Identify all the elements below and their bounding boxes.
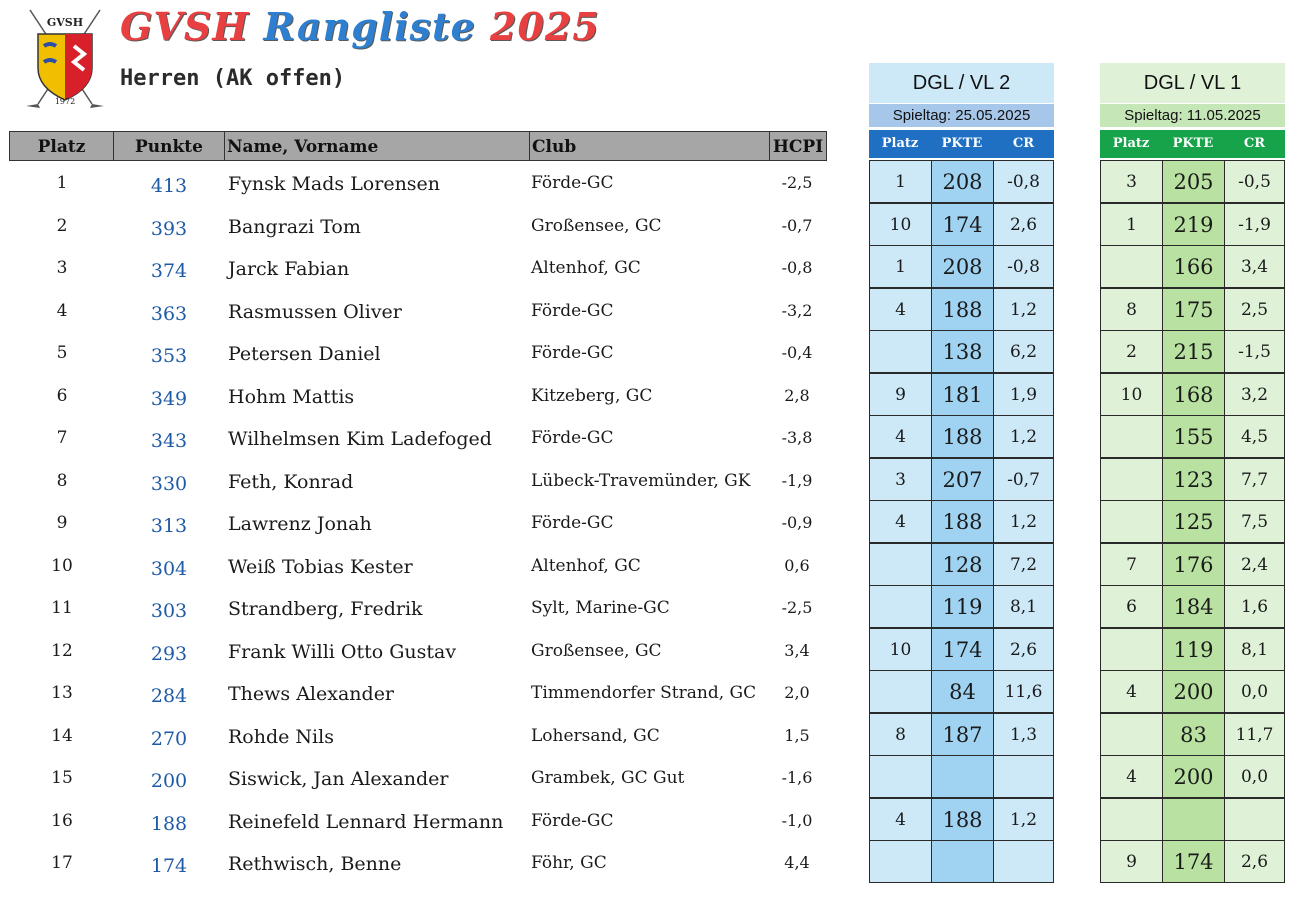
table-row — [0, 420, 830, 462]
vl2-cr-cell: 6,2 — [993, 330, 1054, 373]
vl2-header-pkte: PKTE — [931, 130, 993, 158]
points-cell: 304 — [150, 557, 188, 580]
table-row — [0, 463, 830, 505]
vl2-platz-cell: 10 — [869, 203, 932, 246]
vl1-header-cr: CR — [1224, 130, 1285, 158]
rank-cell: 14 — [51, 725, 73, 746]
table-row — [0, 250, 830, 292]
club-cell: Altenhof, GC — [531, 258, 641, 278]
vl2-cr-cell: 7,2 — [993, 543, 1054, 586]
hcpi-cell: -3,8 — [781, 428, 813, 447]
vl1-cr-cell: 2,5 — [1224, 288, 1285, 331]
vl1-pkte-cell: 176 — [1162, 543, 1225, 586]
vl1-platz-cell — [1100, 713, 1163, 756]
vl1-platz-cell: 10 — [1100, 373, 1163, 416]
vl1-pkte-cell: 168 — [1162, 373, 1225, 416]
vl1-platz-cell: 3 — [1100, 160, 1163, 203]
club-cell: Lübeck-Travemünder, GK — [531, 470, 751, 491]
vl1-platz-cell — [1100, 458, 1163, 501]
vl1-header-platz: Platz — [1100, 130, 1162, 158]
vl2-platz-cell: 10 — [869, 628, 932, 671]
name-cell: Lawrenz Jonah — [228, 513, 372, 535]
table-row — [0, 165, 830, 207]
table-row — [0, 335, 830, 377]
vl1-pkte-cell: 205 — [1162, 160, 1225, 203]
rank-cell: 9 — [56, 513, 68, 533]
vl2-cr-cell: 1,3 — [993, 713, 1054, 756]
vl2-cr-cell: 11,6 — [993, 670, 1054, 713]
page-subtitle: Herren (AK offen) — [120, 66, 346, 91]
club-cell: Kitzeberg, GC — [531, 385, 653, 406]
vl2-pkte-cell: 84 — [931, 670, 994, 713]
club-cell: Timmendorfer Strand, GC — [531, 683, 757, 703]
vl1-cr-cell: 0,0 — [1224, 755, 1285, 798]
vl2-platz-cell: 4 — [869, 500, 932, 543]
logo-text: GVSH — [46, 16, 84, 29]
rank-cell: 3 — [56, 258, 68, 278]
hcpi-cell: -2,5 — [781, 598, 813, 617]
gvsh-logo — [22, 6, 108, 110]
vl2-platz-cell — [869, 670, 932, 713]
vl1-cr-cell: -0,5 — [1224, 160, 1285, 203]
vl1-pkte-cell: 125 — [1162, 500, 1225, 543]
name-cell: Reinefeld Lennard Hermann — [228, 810, 504, 833]
vl1-cr-cell: 11,7 — [1224, 713, 1285, 756]
table-row — [0, 803, 830, 845]
hcpi-cell: -1,9 — [781, 470, 813, 490]
vl2-title: DGL / VL 2 — [869, 63, 1054, 103]
vl1-pkte-cell: 83 — [1162, 713, 1225, 756]
vl1-platz-cell — [1100, 500, 1163, 543]
club-cell: Großensee, GC — [531, 640, 662, 661]
vl2-pkte-cell: 208 — [931, 160, 994, 203]
name-cell: Fynsk Mads Lorensen — [228, 173, 441, 195]
vl1-platz-cell: 1 — [1100, 203, 1163, 246]
rank-cell: 12 — [51, 640, 73, 661]
vl2-pkte-cell: 174 — [931, 203, 994, 246]
points-cell: 343 — [150, 430, 188, 452]
vl2-header — [869, 130, 1054, 158]
vl1-cr-cell: 3,4 — [1224, 245, 1285, 288]
vl2-pkte-cell: 138 — [931, 330, 994, 373]
club-cell: Förde-GC — [531, 343, 614, 363]
rank-cell: 8 — [56, 470, 68, 491]
rank-cell: 5 — [56, 343, 68, 363]
name-cell: Rethwisch, Benne — [228, 853, 402, 875]
name-cell: Rasmussen Oliver — [228, 300, 402, 323]
points-cell: 349 — [150, 387, 188, 410]
vl1-pkte-cell: 174 — [1162, 840, 1225, 883]
vl1-platz-cell: 4 — [1100, 755, 1163, 798]
vl2-pkte-cell: 128 — [931, 543, 994, 586]
vl1-platz-cell: 2 — [1100, 330, 1163, 373]
name-cell: Strandberg, Fredrik — [228, 598, 423, 620]
vl1-cr-cell: 0,0 — [1224, 670, 1285, 713]
club-cell: Sylt, Marine-GC — [531, 598, 670, 618]
rank-cell: 17 — [51, 853, 73, 873]
hcpi-cell: -0,9 — [781, 513, 813, 532]
rank-cell: 2 — [56, 215, 68, 236]
rank-cell: 11 — [51, 598, 73, 618]
vl2-pkte-cell — [931, 755, 994, 798]
vl2-platz-cell: 1 — [869, 160, 932, 203]
vl2-platz-cell — [869, 585, 932, 628]
vl1-pkte-cell: 155 — [1162, 415, 1225, 458]
vl1-cr-cell: 3,2 — [1224, 373, 1285, 416]
vl1-platz-cell: 8 — [1100, 288, 1163, 331]
vl2-pkte-cell: 188 — [931, 415, 994, 458]
points-cell: 174 — [150, 855, 188, 877]
vl2-cr-cell: 2,6 — [993, 203, 1054, 246]
vl2-platz-cell — [869, 755, 932, 798]
name-cell: Weiß Tobias Kester — [228, 555, 413, 578]
vl1-platz-cell — [1100, 798, 1163, 841]
vl1-pkte-cell: 166 — [1162, 245, 1225, 288]
vl1-platz-cell: 6 — [1100, 585, 1163, 628]
vl1-cr-cell: -1,5 — [1224, 330, 1285, 373]
points-cell: 393 — [150, 217, 188, 240]
hcpi-cell: -0,4 — [781, 343, 813, 362]
name-cell: Frank Willi Otto Gustav — [228, 640, 457, 663]
vl1-header-pkte: PKTE — [1162, 130, 1224, 158]
club-cell: Lohersand, GC — [531, 725, 660, 746]
vl2-pkte-cell: 174 — [931, 628, 994, 671]
vl1-pkte-cell: 119 — [1162, 628, 1225, 671]
club-cell: Altenhof, GC — [531, 555, 641, 576]
vl2-cr-cell: 1,2 — [993, 798, 1054, 841]
hcpi-cell: 3,4 — [784, 640, 810, 660]
vl2-platz-cell: 3 — [869, 458, 932, 501]
hcpi-cell: -0,8 — [781, 258, 813, 277]
vl1-pkte-cell: 215 — [1162, 330, 1225, 373]
table-row — [0, 675, 830, 717]
vl1-pkte-cell: 200 — [1162, 755, 1225, 798]
col-header-name: Name, Vorname — [224, 131, 530, 161]
vl1-platz-cell — [1100, 628, 1163, 671]
vl1-title: DGL / VL 1 — [1100, 63, 1285, 103]
hcpi-cell: -3,2 — [781, 300, 813, 320]
points-cell: 284 — [150, 685, 188, 707]
vl1-cr-cell: 8,1 — [1224, 628, 1285, 671]
rank-cell: 16 — [51, 810, 73, 831]
vl2-platz-cell — [869, 840, 932, 883]
vl1-pkte-cell: 184 — [1162, 585, 1225, 628]
vl2-header-platz: Platz — [869, 130, 931, 158]
vl2-cr-cell: 1,2 — [993, 500, 1054, 543]
vl1-platz-cell: 7 — [1100, 543, 1163, 586]
table-row — [0, 505, 830, 547]
vl1-pkte-cell: 123 — [1162, 458, 1225, 501]
club-cell: Föhr, GC — [531, 853, 607, 873]
name-cell: Bangrazi Tom — [228, 215, 361, 238]
points-cell: 313 — [150, 515, 188, 537]
club-cell: Förde-GC — [531, 513, 614, 533]
rank-cell: 4 — [56, 300, 68, 321]
vl1-date: Spieltag: 11.05.2025 — [1100, 104, 1285, 127]
name-cell: Jarck Fabian — [228, 258, 350, 280]
club-cell: Förde-GC — [531, 300, 614, 321]
table-row — [0, 845, 830, 887]
vl1-cr-cell — [1224, 798, 1285, 841]
points-cell: 374 — [150, 260, 188, 282]
points-cell: 188 — [150, 812, 188, 835]
vl2-cr-cell: 1,9 — [993, 373, 1054, 416]
hcpi-cell: 2,0 — [784, 683, 810, 702]
vl2-platz-cell: 1 — [869, 245, 932, 288]
vl2-platz-cell: 9 — [869, 373, 932, 416]
name-cell: Wilhelmsen Kim Ladefoged — [228, 428, 492, 450]
table-row — [0, 760, 830, 802]
points-cell: 363 — [150, 302, 188, 325]
vl2-cr-cell — [993, 840, 1054, 883]
points-cell: 303 — [150, 600, 188, 622]
vl2-pkte-cell: 207 — [931, 458, 994, 501]
hcpi-cell: 4,4 — [784, 853, 810, 872]
table-row — [0, 590, 830, 632]
vl1-platz-cell: 4 — [1100, 670, 1163, 713]
points-cell: 200 — [150, 770, 188, 792]
vl2-platz-cell: 4 — [869, 798, 932, 841]
name-cell: Thews Alexander — [228, 683, 395, 705]
vl2-pkte-cell: 188 — [931, 798, 994, 841]
vl1-pkte-cell — [1162, 798, 1225, 841]
table-row — [0, 633, 830, 675]
hcpi-cell: 0,6 — [784, 555, 810, 575]
vl1-cr-cell: 2,4 — [1224, 543, 1285, 586]
col-header-hcpi: HCPI — [769, 131, 827, 161]
vl2-platz-cell — [869, 543, 932, 586]
name-cell: Feth, Konrad — [228, 470, 354, 493]
vl2-cr-cell: 8,1 — [993, 585, 1054, 628]
hcpi-cell: -1,0 — [781, 810, 813, 830]
name-cell: Hohm Mattis — [228, 385, 355, 408]
col-header-club: Club — [529, 131, 770, 161]
vl2-cr-cell: -0,7 — [993, 458, 1054, 501]
points-cell: 293 — [150, 642, 188, 665]
rank-cell: 1 — [56, 173, 68, 193]
vl2-platz-cell: 4 — [869, 288, 932, 331]
vl1-cr-cell: 7,5 — [1224, 500, 1285, 543]
club-cell: Großensee, GC — [531, 215, 662, 236]
table-row — [0, 718, 830, 760]
vl2-cr-cell: -0,8 — [993, 245, 1054, 288]
vl1-pkte-cell: 175 — [1162, 288, 1225, 331]
vl1-platz-cell: 9 — [1100, 840, 1163, 883]
points-cell: 413 — [150, 175, 188, 197]
points-cell: 330 — [150, 472, 188, 495]
hcpi-cell: 1,5 — [784, 725, 810, 745]
rank-cell: 6 — [56, 385, 68, 406]
table-row — [0, 293, 830, 335]
rank-cell: 15 — [51, 768, 73, 788]
vl2-cr-cell: 2,6 — [993, 628, 1054, 671]
hcpi-cell: 2,8 — [784, 385, 810, 405]
club-cell: Förde-GC — [531, 428, 614, 448]
table-row — [0, 548, 830, 590]
vl2-pkte-cell: 188 — [931, 500, 994, 543]
name-cell: Petersen Daniel — [228, 343, 381, 365]
club-cell: Förde-GC — [531, 173, 614, 193]
vl2-pkte-cell — [931, 840, 994, 883]
hcpi-cell: -2,5 — [781, 173, 813, 192]
vl1-pkte-cell: 200 — [1162, 670, 1225, 713]
vl2-cr-cell — [993, 755, 1054, 798]
vl1-cr-cell: 7,7 — [1224, 458, 1285, 501]
vl2-pkte-cell: 188 — [931, 288, 994, 331]
col-header-punkte: Punkte — [113, 131, 225, 161]
vl2-header-cr: CR — [993, 130, 1054, 158]
vl1-cr-cell: -1,9 — [1224, 203, 1285, 246]
vl2-pkte-cell: 181 — [931, 373, 994, 416]
name-cell: Siswick, Jan Alexander — [228, 768, 449, 790]
name-cell: Rohde Nils — [228, 725, 334, 748]
vl2-pkte-cell: 119 — [931, 585, 994, 628]
hcpi-cell: -1,6 — [781, 768, 813, 787]
vl2-cr-cell: 1,2 — [993, 288, 1054, 331]
vl1-platz-cell — [1100, 415, 1163, 458]
logo-year: 1972 — [54, 97, 76, 106]
points-cell: 270 — [150, 727, 188, 750]
club-cell: Förde-GC — [531, 810, 614, 831]
vl2-pkte-cell: 208 — [931, 245, 994, 288]
club-cell: Grambek, GC Gut — [531, 768, 685, 788]
vl2-platz-cell — [869, 330, 932, 373]
vl1-pkte-cell: 219 — [1162, 203, 1225, 246]
col-header-platz: Platz — [9, 131, 114, 161]
vl1-platz-cell — [1100, 245, 1163, 288]
page-title: GVSH Rangliste 2025 — [120, 4, 600, 49]
vl1-cr-cell: 2,6 — [1224, 840, 1285, 883]
rank-cell: 7 — [56, 428, 68, 448]
vl2-cr-cell: -0,8 — [993, 160, 1054, 203]
vl1-cr-cell: 1,6 — [1224, 585, 1285, 628]
vl1-cr-cell: 4,5 — [1224, 415, 1285, 458]
points-cell: 353 — [150, 345, 188, 367]
rank-cell: 13 — [51, 683, 73, 703]
vl2-pkte-cell: 187 — [931, 713, 994, 756]
vl2-cr-cell: 1,2 — [993, 415, 1054, 458]
table-row — [0, 378, 830, 420]
rank-cell: 10 — [51, 555, 73, 576]
hcpi-cell: -0,7 — [781, 215, 813, 235]
vl1-header — [1100, 130, 1285, 158]
vl2-platz-cell: 8 — [869, 713, 932, 756]
vl2-platz-cell: 4 — [869, 415, 932, 458]
ranking-table-header — [9, 131, 826, 161]
table-row — [0, 208, 830, 250]
vl2-date: Spieltag: 25.05.2025 — [869, 104, 1054, 127]
